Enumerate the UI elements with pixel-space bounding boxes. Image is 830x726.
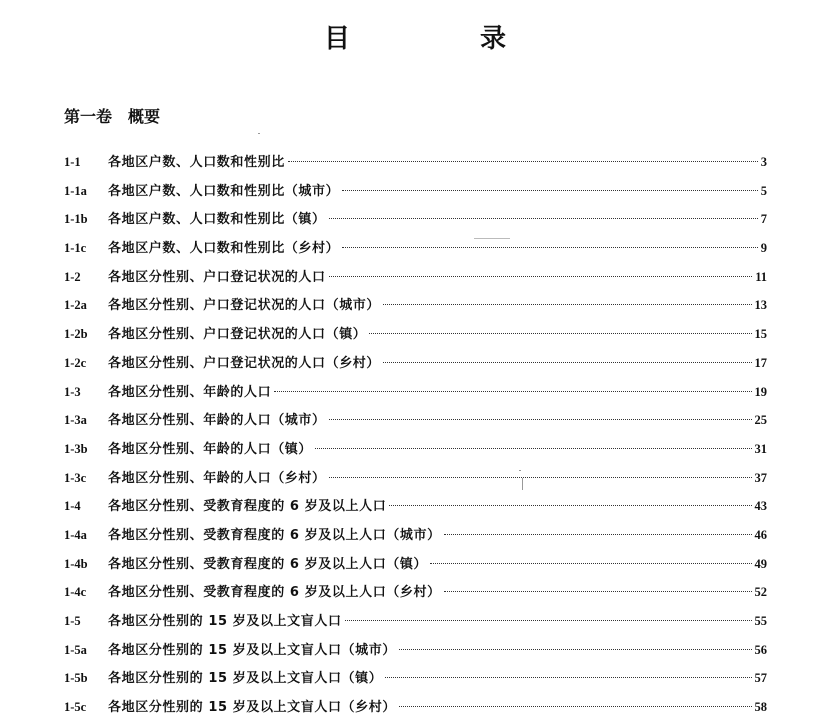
toc-entry-title: 各地区分性别的 15 岁及以上文盲人口（城市）	[108, 642, 396, 658]
toc-entry-title: 各地区分性别、受教育程度的 6 岁及以上人口（乡村）	[108, 585, 441, 601]
toc-entry-title: 各地区分性别、受教育程度的 6 岁及以上人口	[108, 499, 387, 515]
toc-entry-page: 55	[754, 614, 767, 628]
toc-list	[64, 152, 767, 726]
toc-entry	[64, 382, 767, 411]
toc-dot-leader	[329, 477, 752, 478]
toc-dot-leader	[329, 218, 758, 219]
toc-entry-page: 46	[754, 527, 767, 542]
toc-entry	[64, 267, 767, 296]
toc-entry-page: 37	[754, 470, 767, 485]
toc-entry-page: 15	[754, 327, 767, 342]
toc-entry	[64, 611, 767, 640]
toc-entry-number: 1-4	[64, 499, 81, 514]
toc-entry-title: 各地区户数、人口数和性别比（镇）	[108, 212, 326, 228]
toc-dot-leader	[389, 505, 751, 506]
toc-entry-page: 13	[754, 298, 767, 313]
toc-dot-leader	[399, 649, 752, 650]
toc-entry-page: 11	[755, 269, 767, 284]
toc-entry	[64, 353, 767, 382]
toc-dot-leader	[369, 333, 751, 334]
toc-entry-number: 1-2	[64, 269, 81, 284]
toc-entry-number: 1-2a	[64, 298, 87, 313]
toc-entry-number: 1-1	[64, 155, 81, 169]
toc-entry-page: 31	[754, 441, 767, 456]
toc-entry-number: 1-3	[64, 384, 81, 399]
toc-dot-leader	[315, 448, 751, 449]
toc-entry-page: 3	[760, 155, 767, 169]
toc-entry-page: 19	[754, 384, 767, 399]
toc-dot-leader	[342, 247, 758, 248]
toc-dot-leader	[444, 591, 752, 592]
toc-entry	[64, 324, 767, 353]
toc-entry-title: 各地区分性别、户口登记状况的人口（城市）	[108, 298, 381, 314]
toc-entry	[64, 439, 767, 468]
toc-dot-leader	[383, 304, 751, 305]
toc-entry	[64, 582, 767, 611]
toc-entry-number: 1-2b	[64, 327, 88, 342]
toc-entry	[64, 640, 767, 669]
toc-entry-title: 各地区分性别、户口登记状况的人口（镇）	[108, 327, 367, 343]
toc-dot-leader	[274, 391, 751, 392]
toc-dot-leader	[329, 276, 753, 277]
toc-entry-number: 1-1b	[64, 212, 88, 227]
toc-entry	[64, 152, 767, 181]
toc-entry	[64, 295, 767, 324]
scan-speck	[519, 470, 521, 471]
toc-entry-page: 49	[754, 556, 767, 571]
toc-entry-title: 各地区分性别的 15 岁及以上文盲人口（镇）	[108, 671, 383, 687]
toc-entry	[64, 468, 767, 497]
toc-entry-title: 各地区分性别、年龄的人口（乡村）	[108, 470, 326, 486]
toc-entry-number: 1-4b	[64, 556, 88, 571]
toc-dot-leader	[444, 534, 752, 535]
toc-entry-page: 7	[760, 212, 767, 227]
toc-dot-leader	[430, 563, 751, 564]
toc-entry-title: 各地区分性别、户口登记状况的人口	[108, 269, 326, 285]
toc-entry-number: 1-3b	[64, 441, 88, 456]
toc-entry-title: 各地区分性别、受教育程度的 6 岁及以上人口（城市）	[108, 527, 441, 543]
page-title: 目 录	[323, 24, 558, 54]
toc-entry-title: 各地区分性别、受教育程度的 6 岁及以上人口（镇）	[108, 556, 428, 572]
toc-entry	[64, 668, 767, 697]
toc-entry-number: 1-3c	[64, 470, 87, 485]
toc-entry-title: 各地区户数、人口数和性别比	[108, 155, 285, 170]
toc-entry-number: 1-5a	[64, 642, 87, 657]
toc-entry-page: 57	[754, 671, 767, 686]
toc-entry	[64, 238, 767, 267]
toc-dot-leader	[385, 677, 751, 678]
toc-entry-title: 各地区分性别、年龄的人口（镇）	[108, 441, 313, 457]
toc-dot-leader	[288, 161, 758, 162]
toc-entry-title: 各地区分性别、年龄的人口（城市）	[108, 413, 326, 429]
toc-entry-page: 58	[754, 700, 767, 715]
toc-entry	[64, 525, 767, 554]
toc-entry-page: 5	[760, 183, 767, 198]
toc-entry-page: 17	[754, 355, 767, 370]
toc-entry	[64, 496, 767, 525]
toc-entry-title: 各地区分性别的 15 岁及以上文盲人口（乡村）	[108, 700, 396, 716]
scan-speck	[522, 478, 523, 490]
toc-dot-leader	[399, 706, 752, 707]
toc-entry-number: 1-4a	[64, 527, 87, 542]
toc-dot-leader	[329, 419, 752, 420]
toc-entry-title: 各地区户数、人口数和性别比（城市）	[108, 183, 340, 199]
toc-entry	[64, 181, 767, 210]
toc-entry	[64, 410, 767, 439]
toc-entry-page: 9	[760, 241, 767, 256]
toc-entry	[64, 554, 767, 583]
toc-entry-title: 各地区分性别的 15 岁及以上文盲人口	[108, 614, 342, 629]
toc-entry-page: 43	[754, 499, 767, 514]
toc-entry	[64, 697, 767, 726]
toc-entry-page: 56	[754, 642, 767, 657]
toc-entry-title: 各地区分性别、年龄的人口	[108, 384, 272, 400]
toc-dot-leader	[342, 190, 758, 191]
scan-speck	[474, 238, 510, 239]
toc-entry-title: 各地区户数、人口数和性别比（乡村）	[108, 241, 340, 257]
toc-entry-number: 1-5	[64, 614, 81, 628]
scan-speck	[258, 133, 260, 134]
toc-dot-leader	[383, 362, 751, 363]
toc-entry-number: 1-2c	[64, 355, 87, 370]
toc-entry-number: 1-1c	[64, 241, 87, 256]
toc-entry-number: 1-1a	[64, 183, 87, 198]
toc-entry-number: 1-3a	[64, 413, 87, 428]
volume-heading: 第一卷 概要	[64, 107, 161, 126]
toc-entry-number: 1-5b	[64, 671, 88, 686]
toc-entry-page: 25	[754, 413, 767, 428]
toc-entry-number: 1-4c	[64, 585, 87, 600]
toc-entry	[64, 209, 767, 238]
toc-entry-number: 1-5c	[64, 700, 87, 715]
toc-entry-page: 52	[754, 585, 767, 600]
toc-dot-leader	[345, 620, 752, 621]
toc-entry-title: 各地区分性别、户口登记状况的人口（乡村）	[108, 355, 381, 371]
